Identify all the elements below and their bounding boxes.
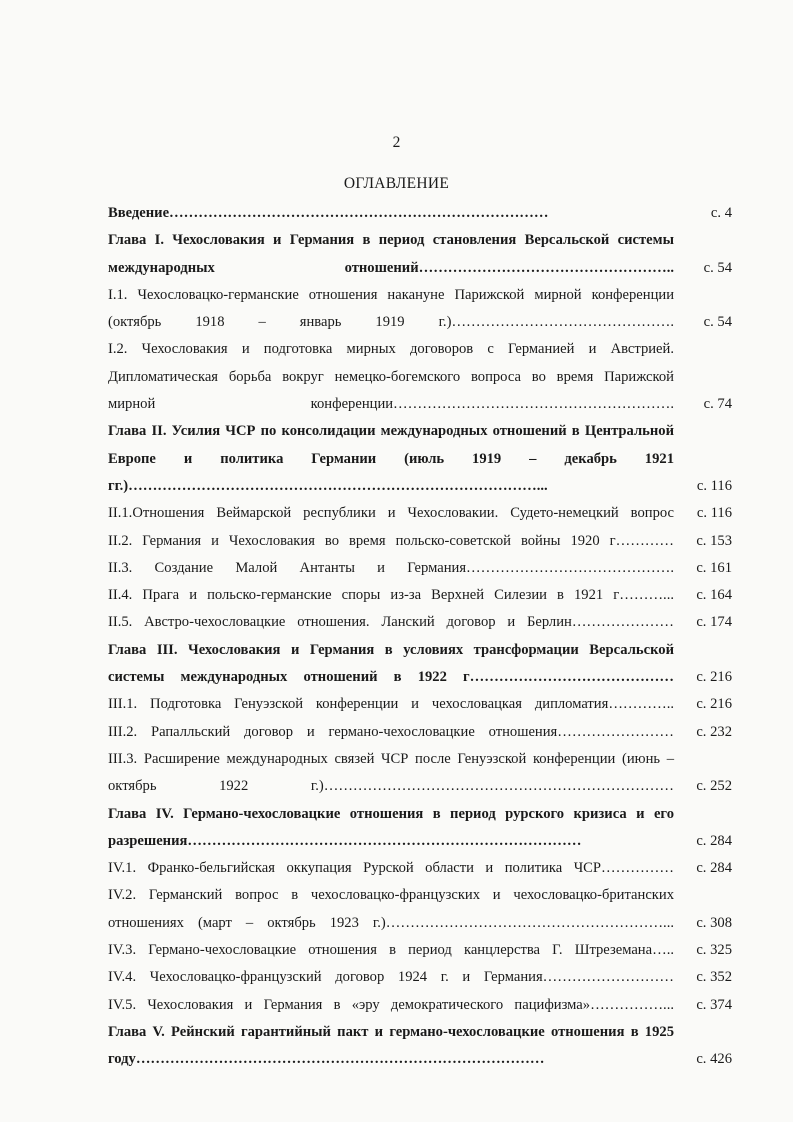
toc-chapter-entry xyxy=(108,200,732,227)
toc-entry-page: с. 4 xyxy=(710,205,732,221)
toc-entry-title: IV.5. Чехословакия и Германия в «эру демократического пацифизма»……………... xyxy=(108,996,674,1013)
toc-entry-title: II.2. Германия и Чехословакия во время польско-советской войны 1920 г………… xyxy=(108,532,674,549)
toc-section-entry xyxy=(108,937,732,964)
toc-entry-title: II.4. Прага и польско-германские споры из-за Верхней Силезии в 1921 г………... xyxy=(108,587,674,604)
toc-chapter-entry xyxy=(108,1019,732,1074)
toc-section-entry xyxy=(108,555,732,582)
toc-entry-title: IV.2. Германский вопрос в чехословацко-французских и чехословацко-британских отношениях (март – октябрь 1923 г.)…………………………………………………... xyxy=(108,887,674,931)
toc-entry-title: Глава IV. Германо-чехословацкие отношения в период рурского кризиса и его разрешения……………………………………………………………………… xyxy=(108,805,674,849)
toc-section-entry xyxy=(108,719,732,746)
toc-entry-title: III.2. Рапалльский договор и германо-чехословацкие отношения…………………… xyxy=(108,723,674,740)
toc-entry-page: с. 153 xyxy=(696,532,732,549)
toc-entry-title: Глава V. Рейнский гарантийный пакт и германо-чехословацкие отношения в 1925 году………………………………………………………………………… xyxy=(108,1023,674,1068)
toc-chapter-entry xyxy=(108,637,732,692)
toc-entry-title: IV.3. Германо-чехословацкие отношения в период канцлерства Г. Штреземана….. xyxy=(108,942,674,959)
toc-entry-title: I.1. Чехословацко-германские отношения накануне Парижской мирной конференции (октябрь 1918 – январь 1919 г.)………………………………………. xyxy=(108,286,674,331)
toc-entry-title: III.3. Расширение международных связей ЧСР после Генуэзской конференции (июнь – октябрь 1922 г.)……………………………………………………………… xyxy=(108,750,674,795)
toc-entry-page: с. 232 xyxy=(696,723,732,740)
toc-section-entry xyxy=(108,336,732,418)
toc-entry-title: Глава I. Чехословакия и Германия в период становления Версальской системы международных отношений…………………………………………….. xyxy=(108,232,674,276)
toc-entry-title: IV.4. Чехословацко-французский договор 1924 г. и Германия……………………… xyxy=(108,969,674,986)
toc-section-entry xyxy=(108,528,732,555)
toc-entry-page: с. 284 xyxy=(696,832,732,849)
toc-section-entry xyxy=(108,582,732,609)
toc-entry-page: с. 54 xyxy=(703,259,732,276)
toc-chapter-entry xyxy=(108,418,732,500)
toc-entry-page: с. 252 xyxy=(696,778,732,795)
toc-section-entry xyxy=(108,882,732,937)
toc-entry-page: с. 161 xyxy=(696,559,732,576)
toc-entry-page: с. 216 xyxy=(696,669,732,686)
toc-entry-title: IV.1. Франко-бельгийская оккупация Рурской области и политика ЧСР…………… xyxy=(108,860,674,877)
toc-section-entry xyxy=(108,691,732,718)
toc-entry-page: с. 164 xyxy=(696,587,732,604)
toc-entry-page: с. 116 xyxy=(696,505,732,522)
toc-entry-page: с. 74 xyxy=(703,396,732,413)
toc-entry-title: Введение…………………………………………………………………… xyxy=(108,205,549,221)
toc-title: ОГЛАВЛЕНИЕ xyxy=(343,175,450,192)
toc-entry-page: с. 308 xyxy=(696,914,732,931)
table-of-contents xyxy=(108,200,732,1074)
toc-section-entry xyxy=(108,609,732,636)
toc-entry-title: II.1.Отношения Веймарской республики и Чехословакии. Судето-немецкий вопрос xyxy=(108,505,674,522)
toc-section-entry xyxy=(108,746,732,801)
toc-entry-title: Глава II. Усилия ЧСР по консолидации международных отношений в Центральной Европе и политика Германии (июль 1919 – декабрь 1921 гг.)…………………………………………………………………………... xyxy=(108,423,674,494)
toc-entry-page: с. 374 xyxy=(696,996,732,1013)
toc-entry-page: с. 284 xyxy=(696,860,732,877)
toc-entry-page: с. 325 xyxy=(696,942,732,959)
toc-section-entry xyxy=(108,964,732,991)
page-number: 2 xyxy=(392,134,401,151)
toc-entry-title: II.5. Австро-чехословацкие отношения. Ланский договор и Берлин………………… xyxy=(108,614,674,631)
toc-entry-page: с. 174 xyxy=(696,614,732,631)
toc-entry-page: с. 426 xyxy=(696,1051,732,1068)
toc-entry-title: III.1. Подготовка Генуэзской конференции и чехословацкая дипломатия………….. xyxy=(108,696,674,713)
toc-entry-title: I.2. Чехословакия и подготовка мирных договоров с Германией и Австрией. Дипломатическая борьба вокруг немецко-богемского вопроса во время Парижской мирной конференции…………………………………………………. xyxy=(108,341,674,413)
toc-section-entry xyxy=(108,992,732,1019)
toc-section-entry xyxy=(108,855,732,882)
toc-chapter-entry xyxy=(108,227,732,282)
toc-section-entry xyxy=(108,500,732,527)
toc-section-entry xyxy=(108,282,732,337)
toc-entry-title: Глава III. Чехословакия и Германия в условиях трансформации Версальской системы международных отношений в 1922 г…………………………………… xyxy=(108,641,674,686)
toc-entry-page: с. 116 xyxy=(696,477,732,494)
toc-entry-page: с. 352 xyxy=(696,969,732,986)
toc-entry-page: с. 54 xyxy=(703,314,732,331)
toc-entry-page: с. 216 xyxy=(696,696,732,713)
toc-entry-title: II.3. Создание Малой Антанты и Германия……………………………………. xyxy=(108,559,674,576)
toc-chapter-entry xyxy=(108,801,732,856)
